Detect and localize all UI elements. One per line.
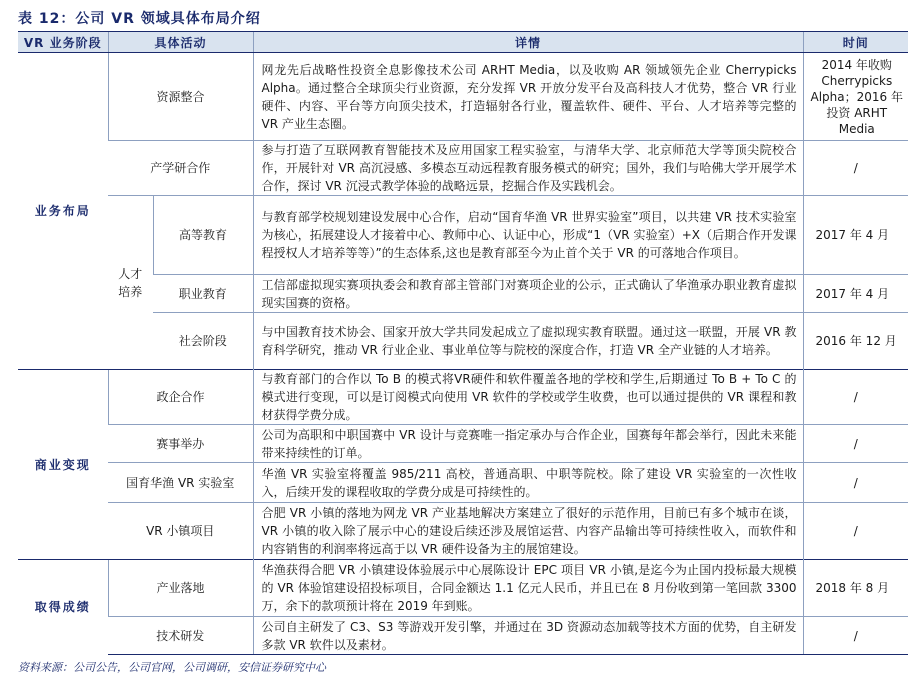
time-cell: 2016 年 12 月: [803, 313, 908, 370]
time-cell: 2014 年收购 Cherrypicks Alpha；2016 年投资 ARHT Media: [803, 53, 908, 141]
table-title: 表 12：公司 VR 领域具体布局介绍: [18, 11, 261, 27]
table-row: [18, 617, 908, 655]
detail-cell: 合肥 VR 小镇的落地为网龙 VR 产业基地解决方案建立了很好的示范作用，目前已有多个城市在谈，VR 小镇的收入除了展示中心的建设后续还涉及展馆运营、内容产品输出等可持续性收入，而软件和内容销售的利润率将远高于以 VR 硬件设备为主的展馆建设。: [253, 503, 803, 560]
table-row: [18, 141, 908, 196]
time-cell: /: [803, 425, 908, 463]
detail-cell: 华渔获得合肥 VR 小镇建设体验展示中心展陈设计 EPC 项目 VR 小镇,是迄今为止国内投标最大规模的 VR 体验馆建设招投标项目，合同金额达 1.1 亿元人民币，并且已在 8 月份收到第一笔回款 3300 万，余下的款项预计将在 2019 年到账。: [253, 560, 803, 617]
activity-cell: 高等教育: [153, 196, 253, 275]
header-detail: 详情: [253, 32, 803, 53]
detail-cell: 公司自主研发了 C3、S3 等游戏开发引擎，并通过在 3D 资源动态加载等技术方面的优势，自主研发多款 VR 软件以及素材。: [253, 617, 803, 655]
vr-layout-table: [18, 31, 908, 655]
activity-cell: 国育华渔 VR 实验室: [108, 463, 253, 503]
activity-cell: 社会阶段: [153, 313, 253, 370]
time-cell: /: [803, 617, 908, 655]
time-cell: 2017 年 4 月: [803, 196, 908, 275]
detail-cell: 与教育部门的合作以 To B 的模式将VR硬件和软件覆盖各地的学校和学生,后期通过 To B + To C 的模式进行变现，可以是订阅模式向使用 VR 软件的学校或学生收费，也可以通过提供的 VR 课程和教材获得学费分成。: [253, 370, 803, 425]
detail-cell: 参与打造了互联网教育智能技术及应用国家工程实验室，与清华大学、北京师范大学等顶尖院校合作，开展针对 VR 高沉浸感、多模态互动远程教育服务模式的研究；国外，我们与哈佛大学开展学术合作，探讨 VR 沉浸式教学体验的战略远景，挖掘合作及实践机会。: [253, 141, 803, 196]
detail-cell: 华渔 VR 实验室将覆盖 985/211 高校，普通高职、中职等院校。除了建设 VR 实验室的一次性收入，后续开发的课程收取的学费分成是可持续性的。: [253, 463, 803, 503]
time-cell: 2018 年 8 月: [803, 560, 908, 617]
table-row: [18, 425, 908, 463]
table-row: [18, 463, 908, 503]
detail-cell: 工信部虚拟现实赛项执委会和教育部主管部门对赛项企业的公示，正式确认了华渔承办职业教育虚拟现实国赛的资格。: [253, 275, 803, 313]
time-cell: 2017 年 4 月: [803, 275, 908, 313]
activity-cell: 职业教育: [153, 275, 253, 313]
detail-cell: 网龙先后战略性投资全息影像技术公司 ARHT Media，以及收购 AR 领域领先企业 Cherrypicks Alpha。通过整合全球顶尖行业资源，充分发挥 VR 开放分发平台及高科技人才优势，整合 VR 行业硬件、内容、平台等方向顶尖技术，打造辐射各行业，覆盖软件、硬件、平台、人才培养等完整的 VR 产业生态圈。: [253, 53, 803, 141]
detail-cell: 与教育部学校规划建设发展中心合作，启动“国育华渔 VR 世界实验室”项目，以共建 VR 技术实验室为核心，拓展建设人才接着中心、教师中心、认证中心，形成“1（VR 实验室）+X（后期合作开发课程授权人才培养等等）”的生态体系,这也是教育部至今为止首个关于 VR 的可落地合作项目。: [253, 196, 803, 275]
detail-cell: 与中国教育技术协会、国家开放大学共同发起成立了虚拟现实教育联盟。通过这一联盟，开展 VR 教育科学研究，推动 VR 行业企业、事业单位等与院校的深度合作，打造 VR 全产业链的人才培养。: [253, 313, 803, 370]
activity-cell: VR 小镇项目: [108, 503, 253, 560]
table-row: [18, 196, 908, 275]
stage-business-layout: 业务布局: [18, 53, 108, 370]
activity-cell: 资源整合: [108, 53, 253, 141]
stage-monetization: 商业变现: [18, 370, 108, 560]
table-row: [18, 503, 908, 560]
header-activity: 具体活动: [108, 32, 253, 53]
header-time: 时间: [803, 32, 908, 53]
time-cell: /: [803, 503, 908, 560]
talent-cultivation-label: 人才 培养: [108, 196, 153, 370]
table-row: [18, 370, 908, 425]
activity-cell: 赛事举办: [108, 425, 253, 463]
detail-cell: 公司为高职和中职国赛中 VR 设计与竞赛唯一指定承办与合作企业，国赛每年都会举行，因此未来能带来持续性的订单。: [253, 425, 803, 463]
activity-cell: 政企合作: [108, 370, 253, 425]
activity-cell: 产业落地: [108, 560, 253, 617]
time-cell: /: [803, 141, 908, 196]
time-cell: /: [803, 370, 908, 425]
stage-achievements: 取得成绩: [18, 560, 108, 655]
table-row: [18, 560, 908, 617]
header-stage: VR 业务阶段: [18, 32, 108, 53]
table-row: [18, 53, 908, 141]
time-cell: /: [803, 463, 908, 503]
activity-cell: 技术研发: [108, 617, 253, 655]
activity-cell: 产学研合作: [108, 141, 253, 196]
source-note: 资料来源：公司公告，公司官网，公司调研，安信证券研究中心: [18, 661, 326, 674]
